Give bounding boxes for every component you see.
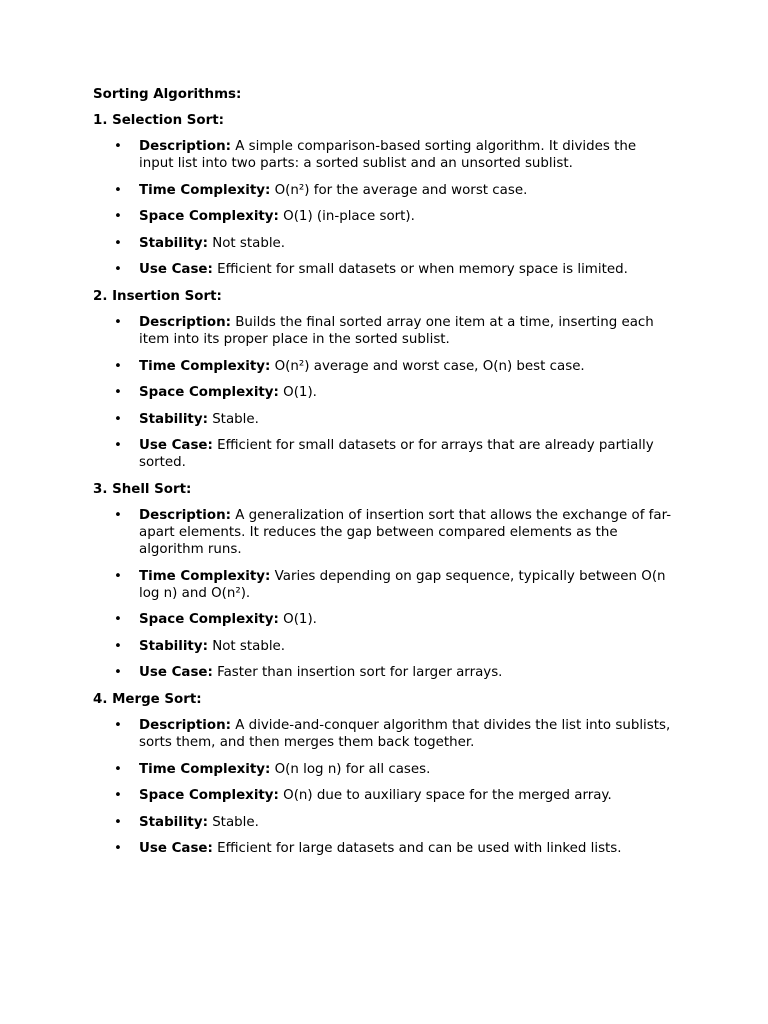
section-heading: 2. Insertion Sort: (93, 288, 222, 304)
list-item (93, 208, 673, 225)
item-label: Use Case: (139, 841, 213, 857)
item-text: Not stable. (212, 235, 286, 251)
item-text: Varies depending on gap sequence, typically between O(n log n) and O(n²). (139, 568, 666, 601)
section-selection-sort (93, 112, 673, 278)
list-item (93, 182, 673, 199)
item-label: Description: (139, 139, 231, 154)
bullet-icon: • (114, 358, 122, 374)
section-heading: 1. Selection Sort: (93, 113, 224, 128)
list-item (93, 638, 673, 655)
item-label: Time Complexity: (139, 358, 271, 374)
list-item (93, 787, 673, 804)
item-label: Use Case: (139, 262, 213, 278)
item-label: Description: (139, 314, 231, 330)
bullet-icon: • (114, 761, 122, 777)
item-label: Space Complexity: (139, 385, 279, 401)
item-text: Stable. (212, 411, 259, 427)
list-item (93, 437, 673, 471)
item-text: Faster than insertion sort for larger arrays. (217, 665, 503, 681)
item-label: Stability: (139, 814, 208, 830)
item-text: A simple comparison-based sorting algorithm. It divides the input list into two parts: a sorted sublist and an unsorted sublist. (139, 139, 637, 171)
property-list (93, 314, 673, 471)
list-item (93, 717, 673, 751)
item-label: Time Complexity: (139, 761, 271, 777)
bullet-icon: • (114, 209, 122, 225)
item-text: Not stable. (212, 638, 286, 654)
bullet-icon: • (114, 788, 122, 804)
section-heading: 3. Shell Sort: (93, 481, 192, 497)
bullet-icon: • (114, 507, 122, 523)
document-page (93, 86, 673, 867)
item-text: O(n²) for the average and worst case. (274, 182, 528, 198)
item-text: A divide-and-conquer algorithm that divides the list into sublists, sorts them, and then merges them back together. (139, 717, 671, 750)
property-list (93, 507, 673, 681)
bullet-icon: • (114, 385, 122, 401)
item-label: Space Complexity: (139, 788, 279, 804)
list-item (93, 761, 673, 778)
bullet-icon: • (114, 438, 122, 454)
bullet-icon: • (114, 139, 122, 154)
item-text: O(1). (283, 612, 317, 628)
item-label: Time Complexity: (139, 182, 271, 198)
bullet-icon: • (114, 314, 122, 330)
bullet-icon: • (114, 568, 122, 584)
item-label: Stability: (139, 411, 208, 427)
list-item (93, 138, 673, 172)
bullet-icon: • (114, 717, 122, 733)
item-text: Efficient for small datasets or when memory space is limited. (217, 262, 628, 278)
list-item (93, 384, 673, 401)
item-label: Space Complexity: (139, 209, 279, 225)
item-label: Description: (139, 507, 231, 523)
item-text: A generalization of insertion sort that allows the exchange of far-apart elements. It reduces the gap between compared elements as the algorithm runs. (139, 507, 672, 557)
section-insertion-sort (93, 288, 673, 471)
item-text: Efficient for small datasets or for arrays that are already partially sorted. (139, 438, 654, 471)
list-item (93, 411, 673, 428)
bullet-icon: • (114, 235, 122, 251)
list-item (93, 235, 673, 252)
item-text: Builds the final sorted array one item at a time, inserting each item into its proper place in the sorted sublist. (139, 314, 654, 347)
bullet-icon: • (114, 638, 122, 654)
item-label: Space Complexity: (139, 612, 279, 628)
section-heading: 4. Merge Sort: (93, 691, 202, 707)
list-item (93, 358, 673, 375)
list-item (93, 568, 673, 602)
property-list (93, 717, 673, 857)
bullet-icon: • (114, 262, 122, 278)
list-item (93, 314, 673, 348)
item-label: Use Case: (139, 438, 213, 454)
bullet-icon: • (114, 665, 122, 681)
bullet-icon: • (114, 612, 122, 628)
document-title: Sorting Algorithms: (93, 87, 242, 102)
item-label: Use Case: (139, 665, 213, 681)
property-list (93, 138, 673, 278)
item-label: Description: (139, 717, 231, 733)
item-label: Stability: (139, 235, 208, 251)
list-item (93, 611, 673, 628)
section-shell-sort (93, 481, 673, 681)
list-item (93, 664, 673, 681)
item-label: Time Complexity: (139, 568, 271, 584)
list-item (93, 814, 673, 831)
bullet-icon: • (114, 411, 122, 427)
item-text: O(n²) average and worst case, O(n) best case. (274, 358, 585, 374)
bullet-icon: • (114, 841, 122, 857)
item-text: O(n log n) for all cases. (274, 761, 431, 777)
bullet-icon: • (114, 814, 122, 830)
bullet-icon: • (114, 182, 122, 198)
section-merge-sort (93, 691, 673, 857)
list-item (93, 840, 673, 857)
list-item (93, 261, 673, 278)
item-text: Efficient for large datasets and can be used with linked lists. (217, 841, 622, 857)
item-text: Stable. (212, 814, 259, 830)
item-text: O(1). (283, 385, 317, 401)
item-label: Stability: (139, 638, 208, 654)
item-text: O(1) (in-place sort). (283, 209, 415, 225)
item-text: O(n) due to auxiliary space for the merged array. (283, 788, 612, 804)
list-item (93, 507, 673, 558)
